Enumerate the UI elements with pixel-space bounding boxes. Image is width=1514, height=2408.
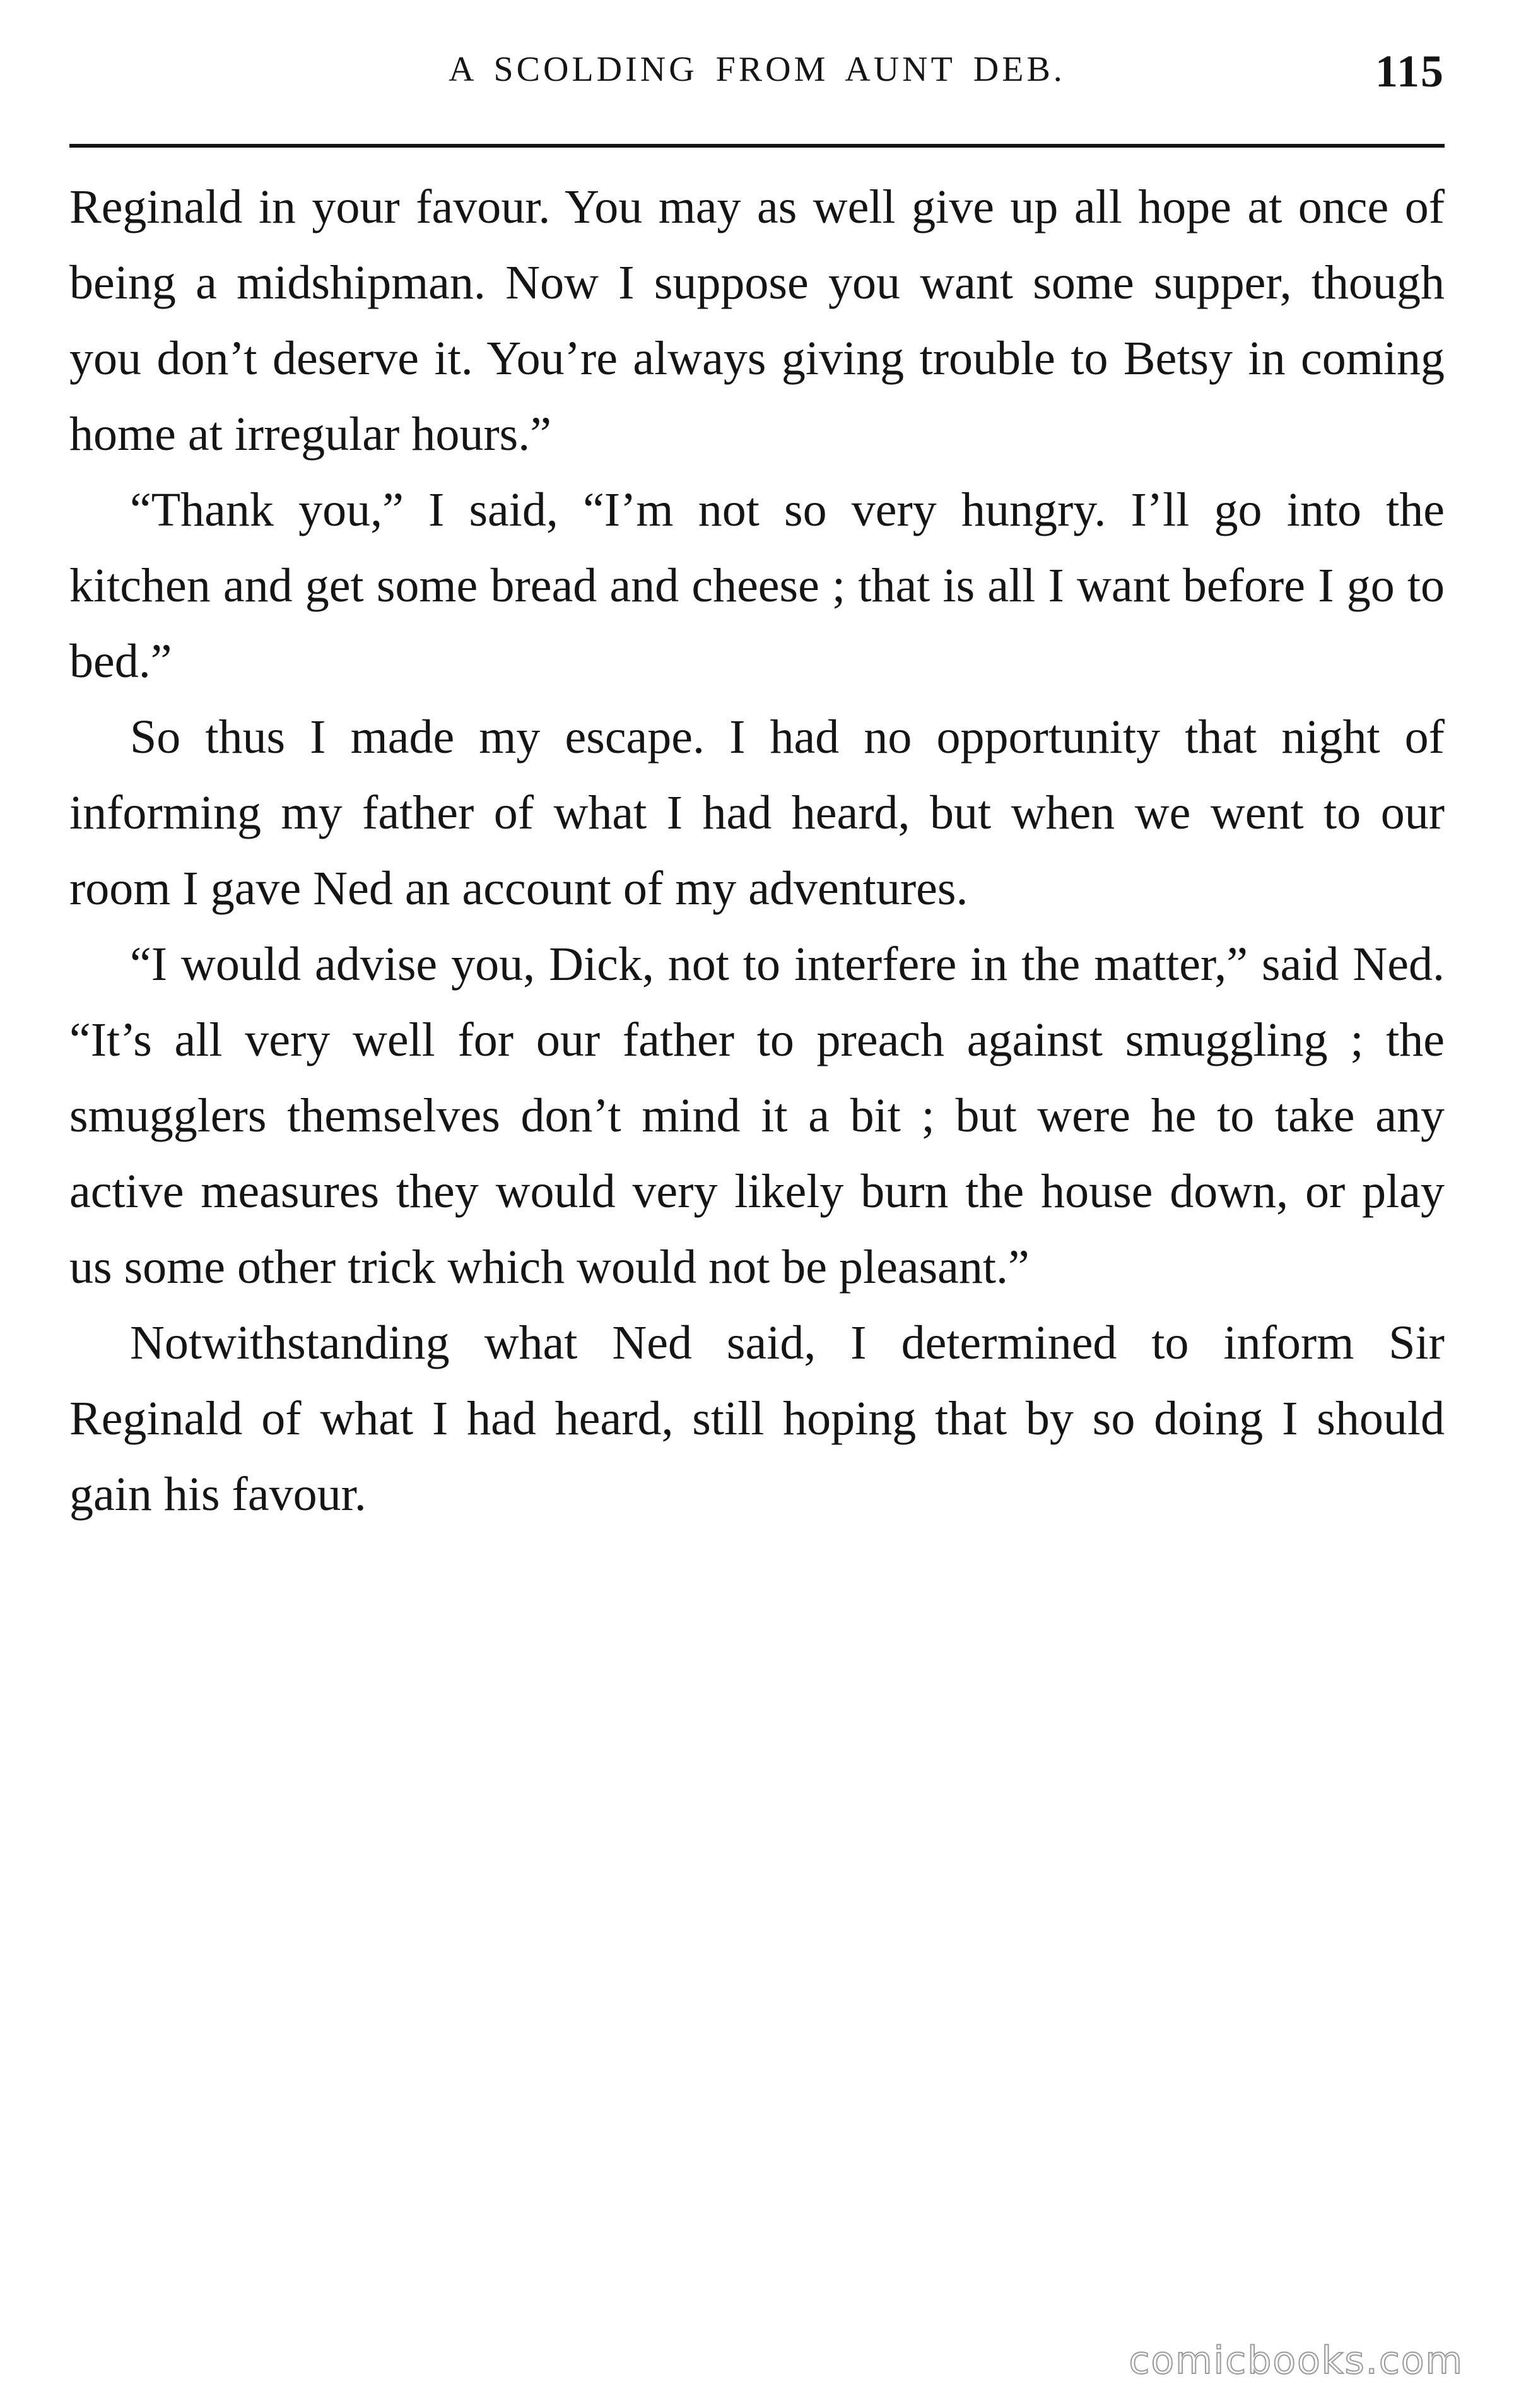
watermark: comicbooks.com [1129, 2339, 1464, 2383]
paragraph-2: “Thank you,” I said, “I’m not so very hungry. I’ll go into the kitchen and get some bread and cheese ; that is all I want before I go to bed.” [69, 483, 1445, 688]
body-text [69, 169, 1445, 1532]
paragraph-3: So thus I made my escape. I had no opportunity that night of informing my father of what I had heard, but when we went to our room I gave Ned an account of my adventures. [69, 711, 1445, 915]
running-head [69, 46, 1445, 119]
header-rule [69, 144, 1445, 148]
running-title: A SCOLDING FROM AUNT DEB. [449, 50, 1065, 89]
paragraph-5: Notwithstanding what Ned said, I determined to inform Sir Reginald of what I had heard, still hoping that by so doing I should gain his favour. [69, 1316, 1445, 1521]
paragraph-4: “I would advise you, Dick, not to interfere in the matter,” said Ned. “It’s all very well for our father to preach against smuggling ; the smugglers themselves don’t mind it a bit ; but were he to take any active measures they would very likely burn the house down, or play us some other trick which would not be pleasant.” [69, 938, 1445, 1294]
paragraph-1: Reginald in your favour. You may as well give up all hope at once of being a midshipman. Now I suppose you want some supper, though you don’t deserve it. You’re always giving trouble to Betsy in coming home at irregular hours.” [69, 180, 1445, 461]
page-number: 115 [1375, 46, 1445, 97]
